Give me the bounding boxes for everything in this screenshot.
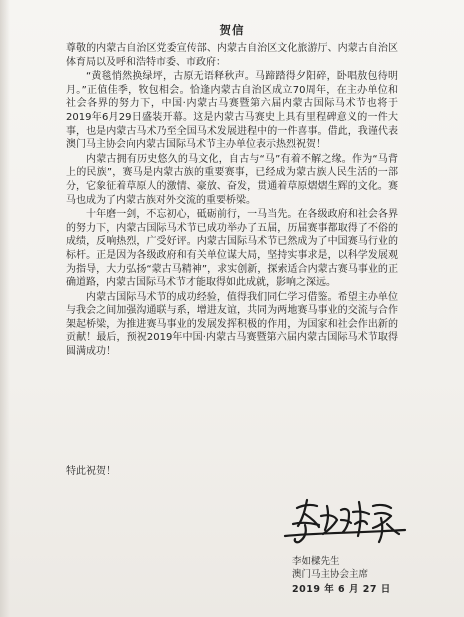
letter-title: 贺信: [219, 23, 245, 37]
letter-paragraph-1: “黄毯悄然换绿坪，古原无语释秋声。马蹄踏得夕阳碎，卧唱敖包待明月。”正值佳季，牧包相会。恰逢内蒙古自治区成立70周年，在主办单位和社会各界的努力下，中国·内蒙古马赛暨第六届内蒙古国际马术节也将于2019年6月29日盛装开幕。这是内蒙古马赛史上具有里程碑意义的一件大事，也是内蒙古马术乃至全国马术发展进程中的一件喜事。借此，我谨代表澳门马主协会向内蒙古国际马术节主办单位表示热烈祝贺！: [66, 71, 398, 151]
letter-body: [66, 42, 398, 360]
signer-title: 澳门马主协会主席: [292, 569, 369, 580]
letter-salutation: 尊敬的内蒙古自治区党委宣传部、内蒙古自治区文化旅游厅、内蒙古自治区体育局以及呼和浩特市委、市政府：: [66, 43, 398, 68]
signer-name: 李如樑先生: [292, 556, 340, 567]
letter-paragraph-2: 内蒙古拥有历史悠久的马文化，自古与“马”有着不解之缘。作为“马背上的民族”，赛马是内蒙古族的重要赛事，已经成为蒙古族人民生活的一部分，它象征着草原人的激情、豪放、奋发，贯通着草原熠熠生辉的文化。赛马也成为了内蒙古族对外交流的重要桥梁。: [66, 153, 398, 206]
handwritten-signature: [283, 496, 411, 548]
letter-paragraph-3: 十年磨一剑，不忘初心，砥砺前行，一马当先。在各级政府和社会各界的努力下，内蒙古国际马术节已成功举办了五届，历届赛事都取得了不俗的成绩，反响热烈，广受好评。内蒙古国际马术节已然成为了中国赛马行业的标杆。正是因为各级政府和有关单位谋大局，坚持实事求是，以科学发展观为指导，大力弘扬“蒙古马精神”，求实创新，探索适合内蒙古赛马事业的正确道路，内蒙古国际马术节才能取得如此成就，影响之深远。: [66, 209, 398, 289]
letter-closing: 特此祝贺！: [66, 466, 116, 477]
page-edge-shadow: [0, 0, 10, 617]
letter-date: 2019 年 6 月 27 日: [292, 584, 391, 595]
letter-paragraph-4: 内蒙古国际马术节的成功经验，值得我们同仁学习借鉴。希望主办单位与我会之间加强沟通联与系，增进友谊，共同为两地赛马事业的交流与合作架起桥梁，为推进赛马事业的发展发挥积极的作用，为国家和社会作出新的贡献！最后，预祝2019年中国·内蒙古马赛暨第六届内蒙古国际马术节取得圆满成功！: [66, 291, 398, 358]
